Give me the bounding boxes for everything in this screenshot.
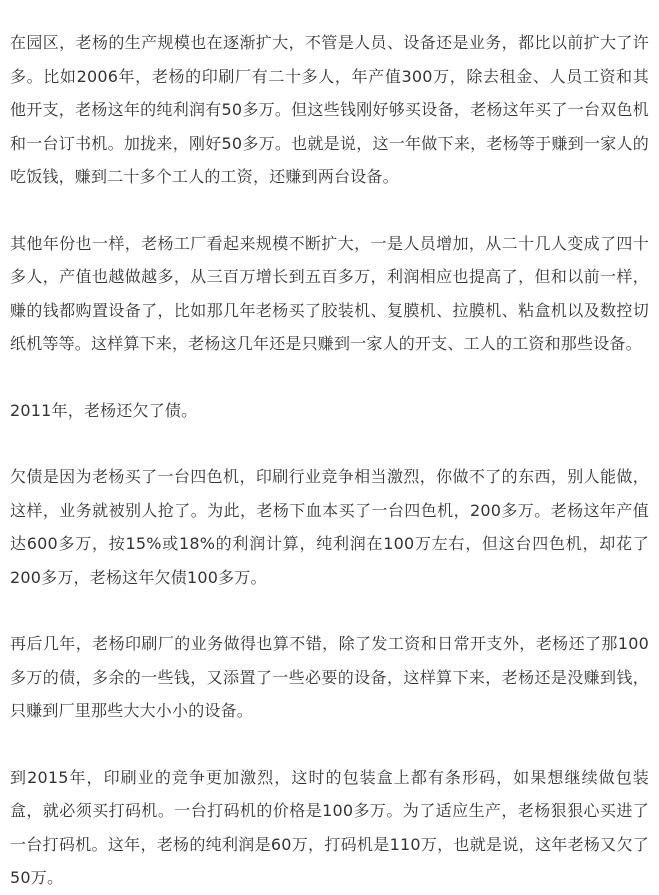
paragraph-1: 在园区，老杨的生产规模也在逐渐扩大，不管是人员、设备还是业务，都比以前扩大了许多。比如2006年，老杨的印刷厂有二十多人，年产值300万，除去租金、人员工资和其他开支，老杨这年的纯利润有50多万。但这些钱刚好够买设备，老杨这年买了一台双色机和一台订书机。加拢来，刚好50多万。也就是说，这一年做下来，老杨等于赚到一家人的吃饭钱，赚到二十多个工人的工资，还赚到两台设备。: [10, 33, 649, 186]
paragraph-2: 其他年份也一样，老杨工厂看起来规模不断扩大，一是人员增加，从二十几人变成了四十多人，产值也越做越多，从三百万增长到五百多万，利润相应也提高了，但和以前一样，赚的钱都购置设备了，比如那几年老杨买了胶装机、复膜机、拉膜机、粘盒机以及数控切纸机等等。这样算下来，老杨这几年还是只赚到一家人的开支、工人的工资和那些设备。: [10, 233, 649, 353]
paragraph-6: 到2015年，印刷业的竞争更加激烈，这时的包装盒上都有条形码，如果想继续做包装盒，就必须买打码机。一台打码机的价格是100多万。为了适应生产，老杨狠狠心买进了一台打码机。这年，老杨的纯利润是60万，打码机是110万，也就是说，这年老杨又欠了50万。: [10, 767, 649, 887]
paragraph-5: 再后几年，老杨印刷厂的业务做得也算不错，除了发工资和日常开支外，老杨还了那100多万的债，多余的一些钱，又添置了一些必要的设备，这样算下来，老杨还是没赚到钱，只赚到厂里那些大大小小的设备。: [10, 634, 649, 720]
paragraph-3: 2011年，老杨还欠了债。: [10, 400, 198, 420]
paragraph-4: 欠债是因为老杨买了一台四色机，印刷行业竞争相当激烈，你做不了的东西，别人能做，这样，业务就被别人抢了。为此，老杨下血本买了一台四色机，200多万。老杨这年产值达600多万，按15%或18%的利润计算，纯利润在100万左右，但这台四色机，却花了200多万，老杨这年欠债100多万。: [10, 467, 649, 587]
